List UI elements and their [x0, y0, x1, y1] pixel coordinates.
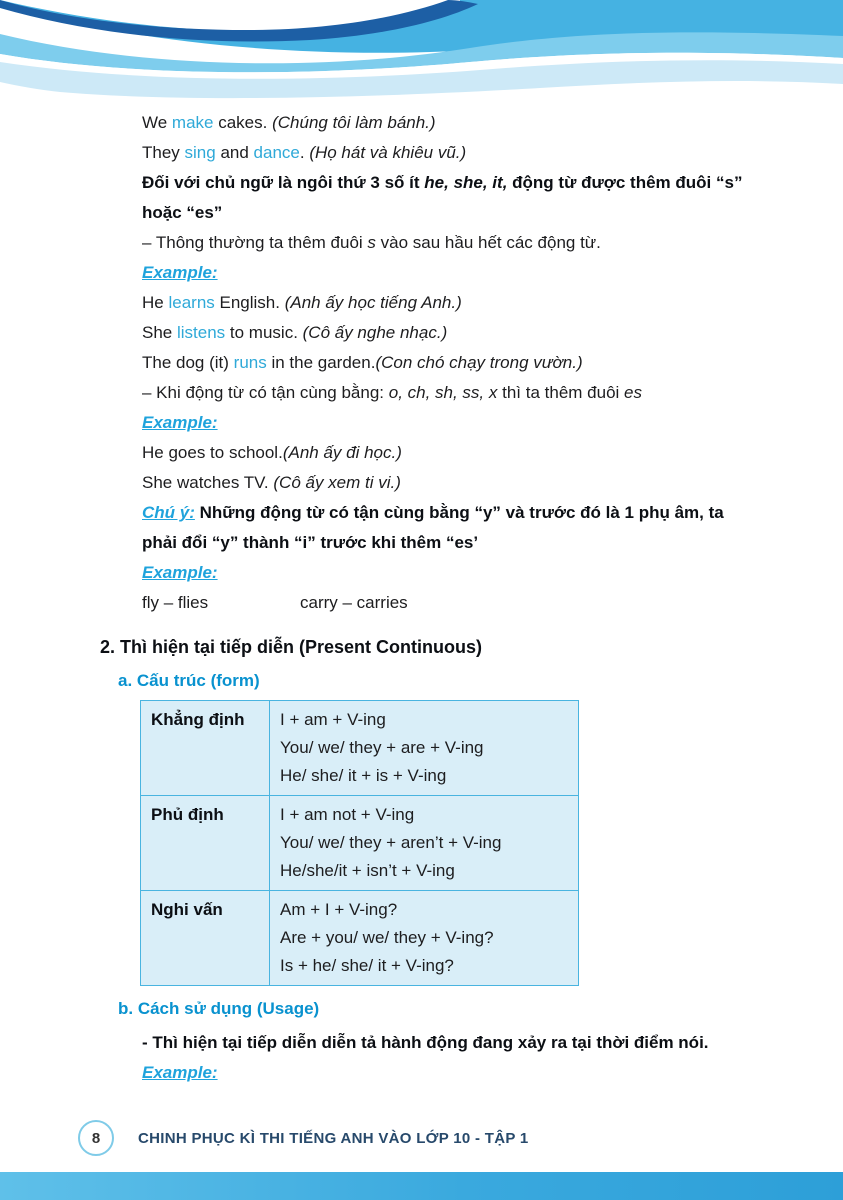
table-row — [141, 796, 579, 891]
text-segment: động từ được thêm đuôi “s” hoặc “es” — [142, 173, 743, 222]
formula-line: He/she/it + isn’t + V-ing — [280, 861, 455, 880]
text-segment: They — [142, 143, 185, 162]
table-row — [141, 891, 579, 986]
text-segment: listens — [176, 323, 226, 342]
word-pair: fly – flies — [142, 593, 209, 612]
text-segment: he, she, it, — [424, 173, 508, 192]
page-number-badge — [78, 1120, 114, 1156]
formula-line: You/ we/ they + aren’t + V-ing — [280, 833, 502, 852]
example-sentence — [142, 438, 748, 468]
text-segment: Đối với chủ ngữ là ngôi thứ 3 số ít — [142, 173, 425, 192]
text-segment: in the garden. — [266, 353, 376, 372]
text-segment: She watches TV. — [142, 473, 274, 492]
text-segment: es — [624, 383, 642, 402]
text-segment: s — [367, 233, 376, 252]
formula-line: I + am + V-ing — [280, 710, 386, 729]
footer-bar — [0, 1172, 843, 1200]
text-segment: (Họ hát và khiêu vũ.) — [309, 143, 467, 162]
text-segment: Những động từ có tận cùng bằng “y” và trước đó là 1 phụ âm, ta phải đổi “y” thành “i” trước khi thêm “es’ — [142, 503, 724, 552]
example-label: Example: — [142, 563, 218, 582]
text-segment: He goes to school. — [142, 443, 283, 462]
text-segment: learns — [168, 293, 215, 312]
example-sentence — [142, 108, 748, 138]
example-label: Example: — [142, 1063, 218, 1082]
table-content-cell — [270, 701, 579, 796]
word-pair: carry – carries — [300, 593, 408, 612]
formula-line: He/ she/ it + is + V-ing — [280, 766, 447, 785]
text-segment: We — [142, 113, 172, 132]
text-segment: to music. — [225, 323, 303, 342]
text-segment: (Cô ấy nghe nhạc.) — [302, 323, 448, 342]
text-segment: o, ch, sh, ss, x — [388, 383, 498, 402]
text-segment: English. — [214, 293, 285, 312]
example-label: Example: — [142, 263, 218, 282]
word-pair-line — [142, 588, 748, 618]
text-segment: sing — [184, 143, 216, 162]
note-line — [142, 498, 748, 558]
text-segment: (Cô ấy xem ti vi.) — [273, 473, 401, 492]
text-segment: (Con chó chạy trong vườn.) — [375, 353, 583, 372]
section-heading: 2. Thì hiện tại tiếp diễn (Present Continuous) — [100, 637, 483, 657]
page-content — [100, 108, 748, 1088]
text-segment: Chú ý: — [142, 503, 195, 522]
grammar-rule — [142, 228, 748, 258]
formula-line: Are + you/ we/ they + V-ing? — [280, 928, 494, 947]
example-sentence — [142, 348, 748, 378]
table-content-cell — [270, 891, 579, 986]
text-segment: and — [215, 143, 254, 162]
text-segment: runs — [233, 353, 267, 372]
text-segment: make — [171, 113, 214, 132]
table-header-cell: Nghi vấn — [141, 891, 270, 986]
text-segment: . — [299, 143, 310, 162]
text-segment: (Chúng tôi làm bánh.) — [272, 113, 436, 132]
example-sentence — [142, 138, 748, 168]
text-segment: (Anh ấy học tiếng Anh.) — [284, 293, 462, 312]
text-segment: – Thông thường ta thêm đuôi — [142, 233, 368, 252]
page-footer — [78, 1120, 529, 1156]
grammar-rule — [142, 168, 748, 228]
formula-line: You/ we/ they + are + V-ing — [280, 738, 484, 757]
text-segment: – Khi động từ có tận cùng bằng: — [142, 383, 389, 402]
formula-line: I + am not + V-ing — [280, 805, 415, 824]
text-segment: The dog (it) — [142, 353, 234, 372]
example-label: Example: — [142, 413, 218, 432]
table-header-cell: Khẳng định — [141, 701, 270, 796]
table-row — [141, 701, 579, 796]
subsection-heading-a: a. Cấu trúc (form) — [118, 671, 260, 690]
header-wave-decoration — [0, 0, 843, 118]
text-segment: He — [142, 293, 169, 312]
text-segment: dance — [253, 143, 300, 162]
text-segment: thì ta thêm đuôi — [497, 383, 625, 402]
text-segment: (Anh ấy đi học.) — [282, 443, 402, 462]
table-header-cell: Phủ định — [141, 796, 270, 891]
page-number: 8 — [91, 1129, 101, 1147]
formula-line: Is + he/ she/ it + V-ing? — [280, 956, 454, 975]
example-sentence — [142, 468, 748, 498]
usage-rule: - Thì hiện tại tiếp diễn diễn tả hành động đang xảy ra tại thời điểm nói. — [142, 1033, 709, 1052]
formula-line: Am + I + V-ing? — [280, 900, 398, 919]
text-segment: vào sau hầu hết các động từ. — [375, 233, 601, 252]
subsection-heading-b: b. Cách sử dụng (Usage) — [118, 999, 320, 1018]
table-content-cell — [270, 796, 579, 891]
text-segment: She — [142, 323, 177, 342]
book-title: CHINH PHỤC KÌ THI TIẾNG ANH VÀO LỚP 10 - TẬP 1 — [138, 1129, 529, 1147]
example-sentence — [142, 318, 748, 348]
grammar-rule — [142, 378, 748, 408]
example-sentence — [142, 288, 748, 318]
text-segment: cakes. — [213, 113, 273, 132]
present-continuous-form-table — [140, 700, 579, 986]
